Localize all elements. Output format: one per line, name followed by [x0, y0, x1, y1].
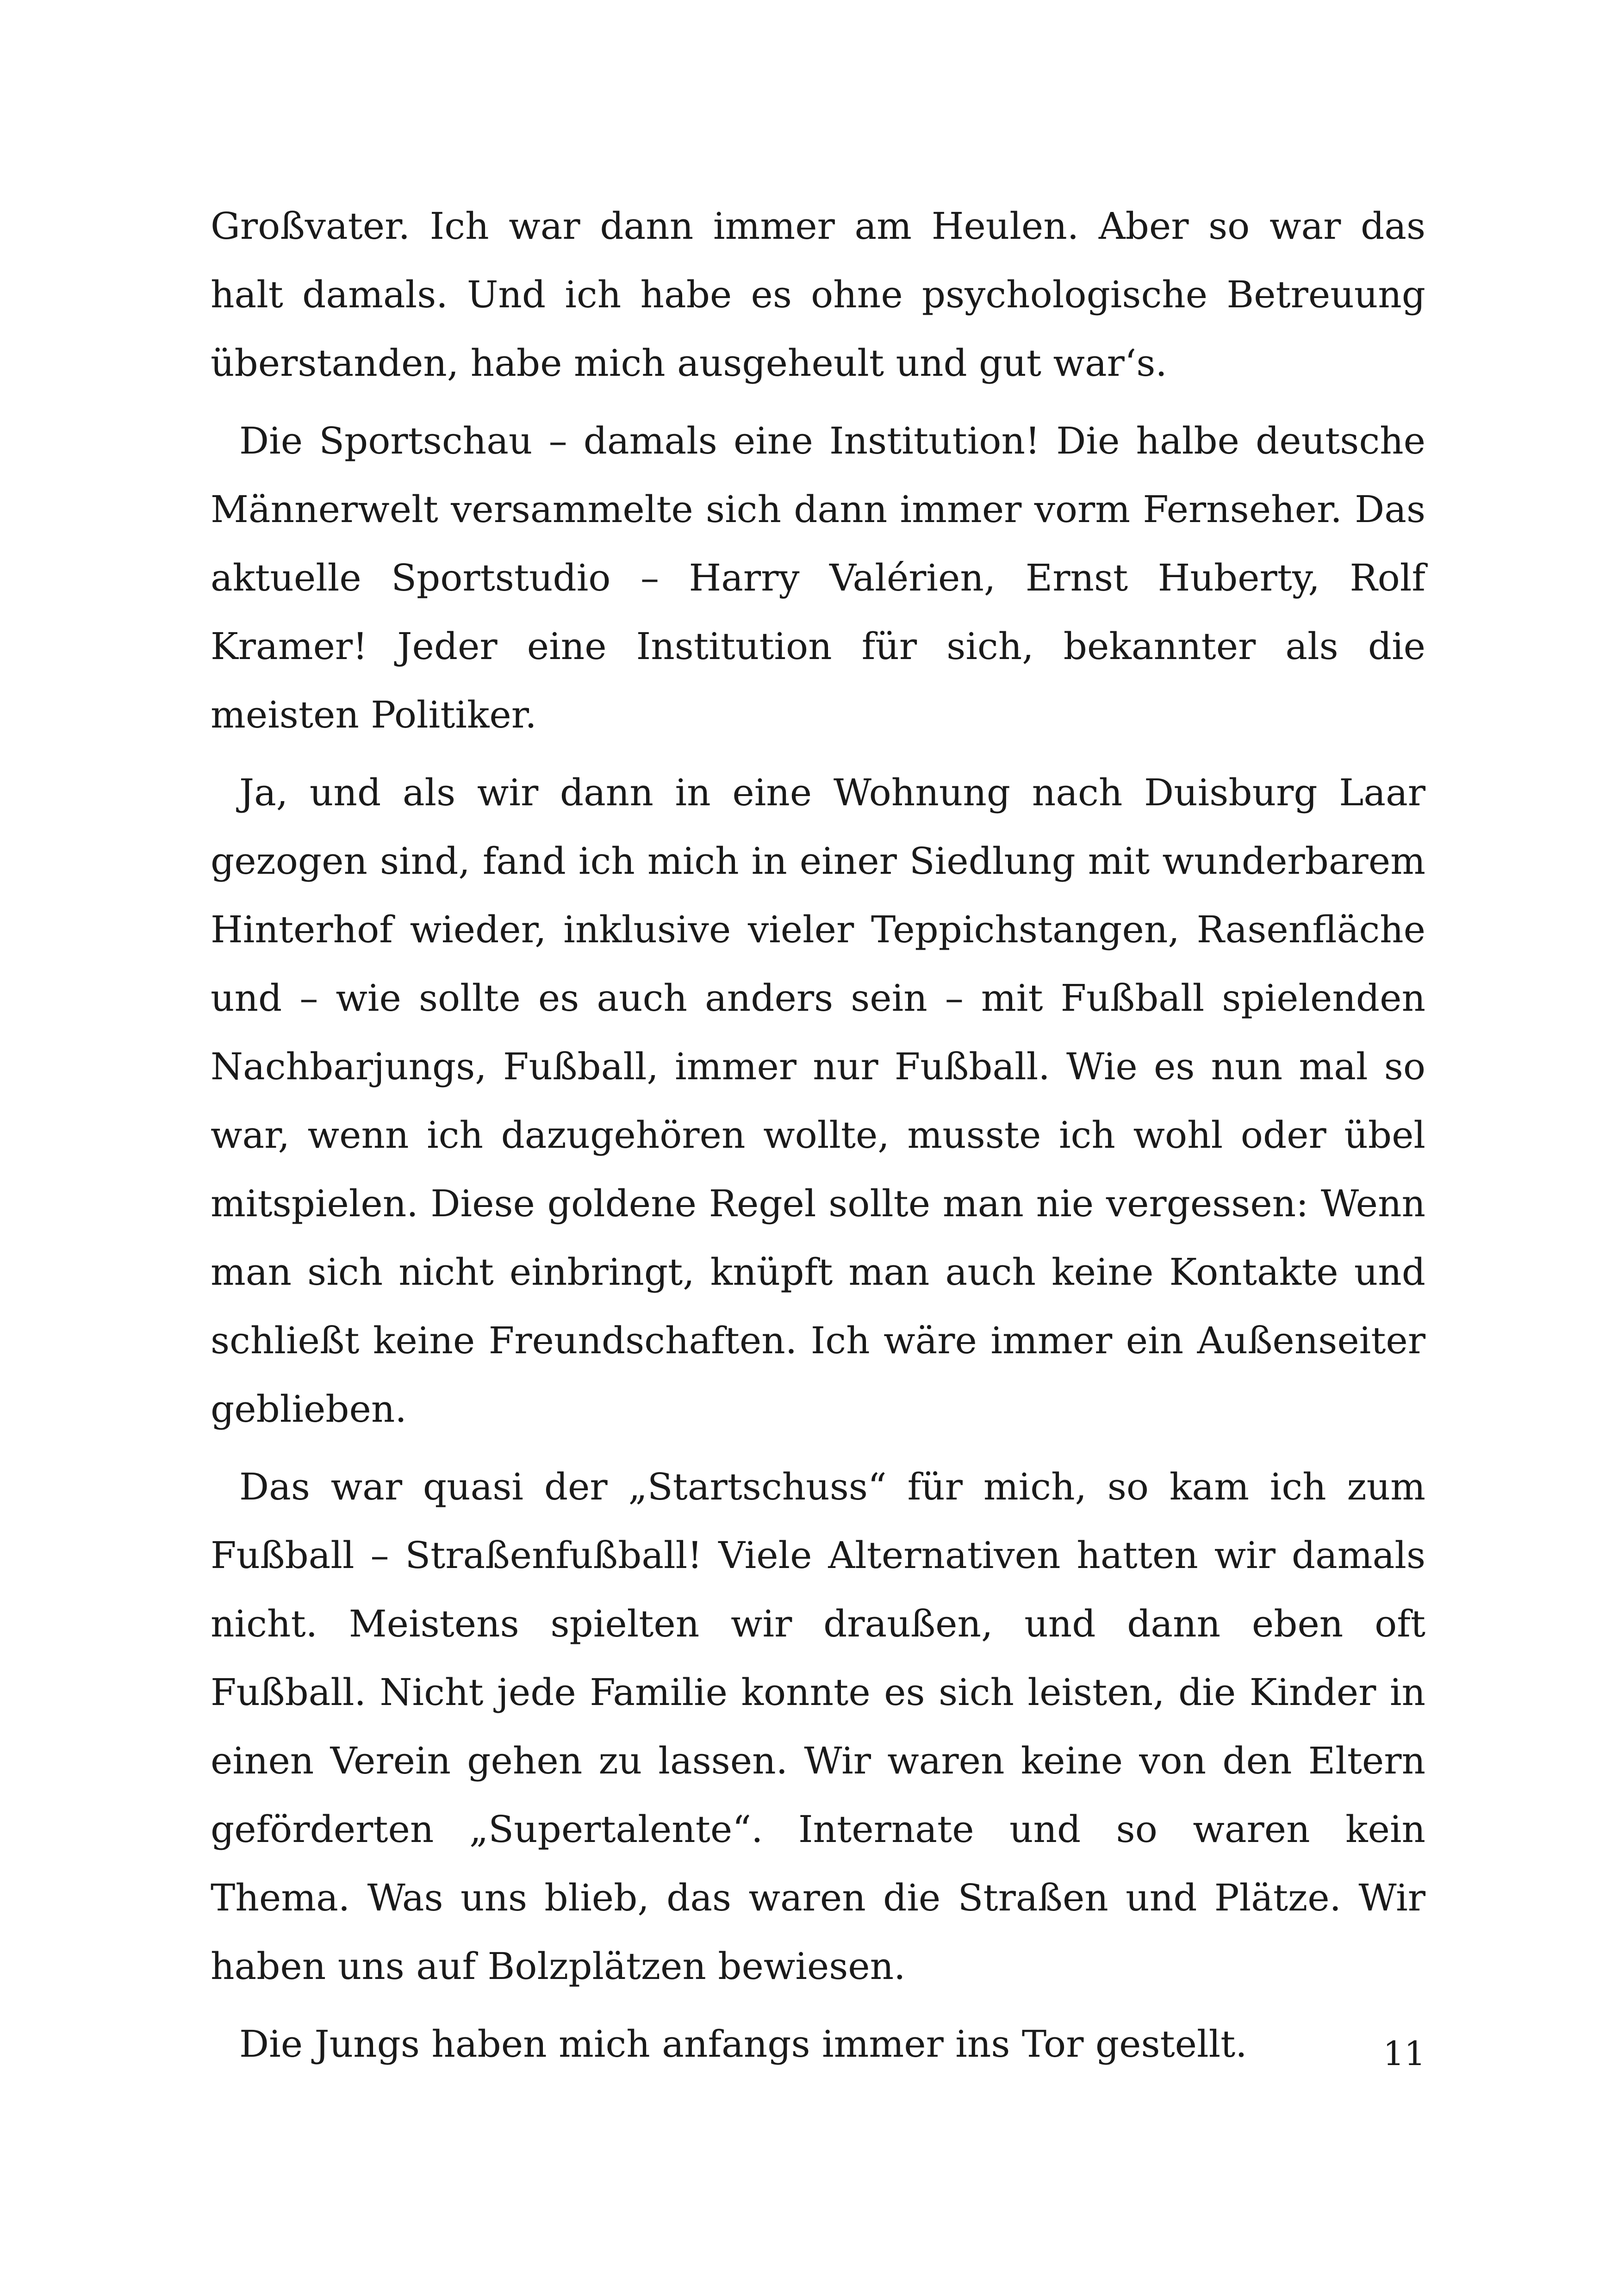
body-text	[211, 192, 1425, 2088]
page-number: 11	[1383, 2034, 1425, 2073]
paragraph-startschuss: Das war quasi der „Startschuss“ für mich, so kam ich zum Fußball – Straßenfußball! Viele Alternativen hatten wir damals nicht. Meistens spielten wir draußen, und dann eben oft Fußball. Nicht jede Familie konnte es sich leisten, die Kinder in einen Verein gehen zu lassen. Wir waren keine von den Eltern geförderten „Supertalente“. Internate und so waren kein Thema. Was uns blieb, das waren die Straßen und Plätze. Wir haben uns auf Bolzplätzen bewiesen.	[211, 1465, 1425, 1988]
paragraph-sportschau: Die Sportschau – damals eine Institution! Die halbe deutsche Männerwelt versammelte sich dann immer vorm Fernseher. Das aktuelle Sportstudio – Harry Valérien, Ernst Huberty, Rolf Kramer! Jeder eine Institution für sich, bekannter als die meisten Politiker.	[211, 419, 1425, 736]
paragraph-continuation: Großvater. Ich war dann immer am Heulen. Aber so war das halt damals. Und ich habe es ohne psychologische Betreuung überstanden, habe mich ausgeheult und gut war‘s.	[211, 205, 1425, 385]
paragraph-duisburg: Ja, und als wir dann in eine Wohnung nach Duisburg Laar gezogen sind, fand ich mich in einer Siedlung mit wunderbarem Hinterhof wieder, inklusive vieler Teppichstangen, Rasenfläche und – wie sollte es auch anders sein – mit Fußball spielenden Nachbarjungs, Fußball, immer nur Fußball. Wie es nun mal so war, wenn ich dazugehören wollte, musste ich wohl oder übel mitspielen. Diese goldene Regel sollte man nie vergessen: Wenn man sich nicht einbringt, knüpft man auch keine Kontakte und schließt keine Freundschaften. Ich wäre immer ein Außenseiter geblieben.	[211, 771, 1425, 1431]
paragraph-tor: Die Jungs haben mich anfangs immer ins Tor gestellt.	[239, 2022, 1247, 2066]
